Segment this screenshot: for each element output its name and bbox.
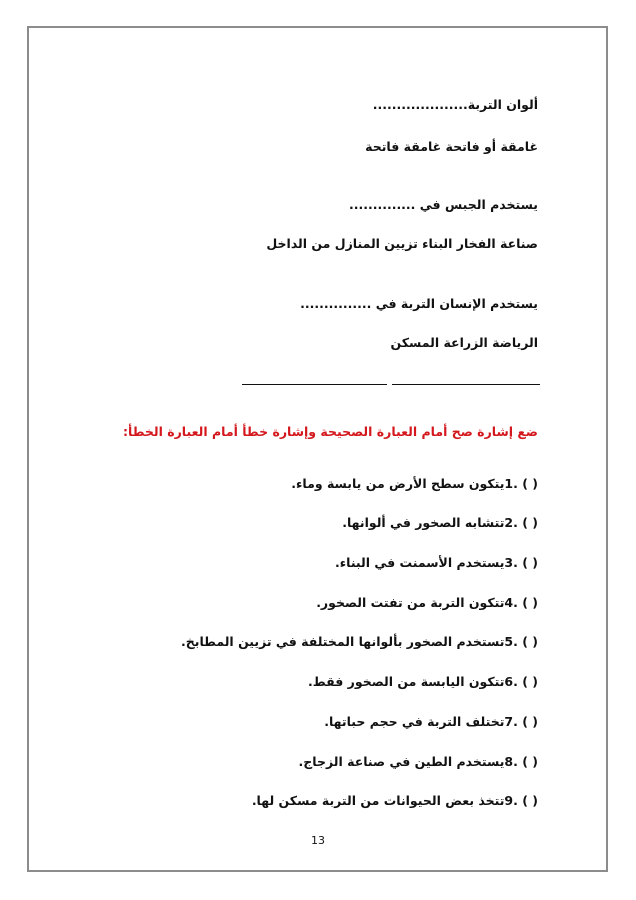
question-soil-colors: ألوان التربة....................: [372, 97, 538, 112]
divider-left: [242, 384, 387, 385]
statement-4: ( ) .4تتكون التربة من تفتت الصخور.: [316, 595, 538, 610]
page-number: 13: [311, 834, 325, 847]
question-gypsum-uses: يستخدم الجبس في ..............: [348, 197, 538, 212]
statement-1: ( ) .1يتكون سطح الأرض من يابسة وماء.: [291, 476, 538, 491]
statement-6: ( ) .6تتكون اليابسة من الصخور فقط.: [308, 674, 538, 689]
answer-gypsum-uses: صناعة الفخار البناء تزيين المنازل من الداخل: [266, 236, 538, 251]
true-false-instruction: ضع إشارة صح أمام العبارة الصحيحة وإشارة خطأ أمام العبارة الخطأ:: [123, 424, 538, 439]
statement-7: ( ) .7تختلف التربة في حجم حباتها.: [324, 714, 538, 729]
question-soil-uses: يستخدم الإنسان التربة في ...............: [300, 296, 538, 311]
answer-soil-colors: غامقة أو فاتحة غامقة فاتحة: [365, 139, 538, 154]
divider-right: [392, 384, 540, 385]
statement-8: ( ) .8يستخدم الطين في صناعة الزجاج.: [298, 754, 538, 769]
answer-soil-uses: الرياضة الزراعة المسكن: [390, 335, 538, 350]
statement-9: ( ) .9تتخذ بعض الحيوانات من التربة مسكن لها.: [251, 793, 538, 808]
statement-3: ( ) .3يستخدم الأسمنت في البناء.: [334, 555, 538, 570]
statement-5: ( ) .5تستخدم الصخور بألوانها المختلفة في تزيين المطابخ.: [181, 634, 538, 649]
statement-2: ( ) .2تتشابه الصخور في ألوانها.: [342, 515, 538, 530]
